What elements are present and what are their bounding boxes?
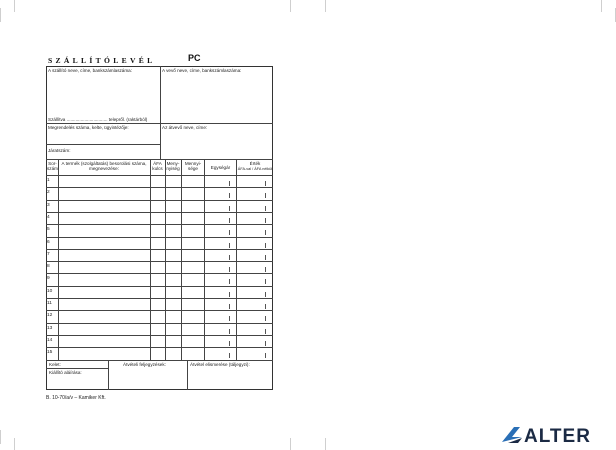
col-header-qty: Meny- nyiség — [166, 161, 180, 171]
table-row-line — [46, 310, 273, 311]
row-number: 1 — [47, 178, 50, 183]
cents-separator — [265, 218, 266, 223]
col-header-value-sub: ÁFA-val / ÁFA nélkül — [237, 167, 273, 171]
cents-separator — [265, 304, 266, 309]
row-number: 15 — [47, 350, 53, 356]
alter-logo-mark — [500, 423, 612, 445]
issuer-signature-label: Kiállító aláírása: — [49, 370, 82, 375]
row-number: 4 — [47, 214, 50, 220]
col-header-name: A termék (szolgáltatás) besorolási száma, megnevezése: — [61, 161, 147, 171]
cents-separator — [265, 243, 266, 248]
table-column-line — [236, 159, 237, 360]
crop-mark — [0, 8, 1, 22]
cents-separator — [265, 255, 266, 260]
receiver-label: Az átvevő neve, címe: — [162, 125, 208, 130]
bottom-divider — [46, 368, 108, 369]
header-divider — [46, 123, 273, 124]
crop-mark — [325, 438, 326, 450]
table-row-line — [46, 249, 273, 250]
crop-mark — [601, 0, 602, 12]
table-top-line — [46, 159, 273, 160]
alter-logo — [500, 423, 612, 445]
col-header-vat: ÁFA kulcs — [152, 161, 163, 171]
row-number: 12 — [47, 313, 53, 319]
table-column-line — [181, 159, 182, 360]
order-label: Megrendelés száma, kelte, ügyintézője: — [48, 125, 129, 130]
table-column-line — [204, 159, 205, 360]
cents-separator — [229, 206, 230, 211]
row-number: 3 — [47, 202, 50, 208]
row-number: 13 — [47, 325, 53, 331]
cents-separator — [229, 279, 230, 284]
document-code: PC — [188, 53, 201, 63]
col-header-row-no: Sor- szám — [47, 161, 58, 171]
cents-separator — [265, 181, 266, 186]
cents-separator — [229, 329, 230, 334]
row-number: 2 — [47, 190, 50, 196]
brand-text: ALTER — [524, 426, 591, 445]
table-header-line — [46, 175, 273, 176]
receipt-confirmation-label: Átvétel elismerése (táljegyzi): — [190, 362, 250, 367]
table-column-line — [165, 159, 166, 360]
crop-mark — [0, 430, 1, 444]
bottom-divider — [108, 360, 109, 390]
cents-separator — [229, 243, 230, 248]
receipt-remarks-label: Átvételi feljegyzések: — [123, 362, 166, 367]
cents-separator — [265, 341, 266, 346]
table-row-line — [46, 323, 273, 324]
table-row-line — [46, 200, 273, 201]
cents-separator — [229, 267, 230, 272]
table-row-line — [46, 347, 273, 348]
row-number: 10 — [47, 288, 53, 294]
shipped-from-label: Szállítva ................................ telepről. (raktárból) — [48, 117, 148, 122]
cents-separator — [229, 193, 230, 198]
crop-mark — [290, 0, 291, 12]
table-row-line — [46, 261, 273, 262]
cents-separator — [265, 206, 266, 211]
buyer-label: A vevő neve, címe, bankszámlaszáma: — [162, 68, 242, 73]
table-row-line — [46, 237, 273, 238]
col-header-value: Érték — [249, 161, 261, 166]
table-row-line — [46, 224, 273, 225]
col-header-unit: Mennyi- sége — [184, 161, 202, 171]
cents-separator — [265, 267, 266, 272]
row-number: 11 — [47, 301, 52, 306]
cents-separator — [265, 193, 266, 198]
cents-separator — [265, 292, 266, 297]
cents-separator — [229, 304, 230, 309]
cents-separator — [229, 255, 230, 260]
row-number: 7 — [47, 251, 50, 257]
cents-separator — [265, 353, 266, 358]
crop-mark — [14, 438, 15, 450]
document-title: SZÁLLÍTÓLEVÉL — [48, 56, 156, 65]
vehicle-label: Járatszám: — [48, 148, 71, 153]
row-number: 9 — [47, 276, 50, 282]
header-divider — [160, 66, 161, 159]
row-number: 8 — [47, 264, 50, 270]
header-divider — [46, 144, 160, 145]
cents-separator — [265, 316, 266, 321]
date-label: Kelet: — [49, 362, 61, 367]
cents-separator — [229, 292, 230, 297]
cents-separator — [265, 329, 266, 334]
row-number: 5 — [47, 227, 50, 233]
bottom-divider — [187, 360, 188, 390]
table-row-line — [46, 286, 273, 287]
table-row-line — [46, 298, 273, 299]
cents-separator — [229, 181, 230, 186]
table-column-line — [150, 159, 151, 360]
col-header-unit-price: Egységár — [210, 165, 231, 170]
row-number: 14 — [47, 337, 53, 343]
cents-separator — [229, 218, 230, 223]
cents-separator — [265, 230, 266, 235]
bottom-divider — [46, 360, 273, 361]
cents-separator — [229, 341, 230, 346]
table-column-line — [58, 159, 59, 360]
row-number: 6 — [47, 239, 50, 245]
crop-mark — [325, 0, 326, 12]
form-code-footer: B. 10-70/a/v – Kamiker Kft. — [46, 395, 106, 401]
crop-mark — [14, 0, 15, 12]
crop-mark — [290, 438, 291, 450]
sender-label: A szállító neve, címe, bankszámlaszáma: — [48, 68, 132, 73]
table-row-line — [46, 273, 273, 274]
cents-separator — [229, 230, 230, 235]
table-row-line — [46, 187, 273, 188]
table-row-line — [46, 335, 273, 336]
cents-separator — [229, 353, 230, 358]
cents-separator — [229, 316, 230, 321]
cents-separator — [265, 279, 266, 284]
table-row-line — [46, 212, 273, 213]
